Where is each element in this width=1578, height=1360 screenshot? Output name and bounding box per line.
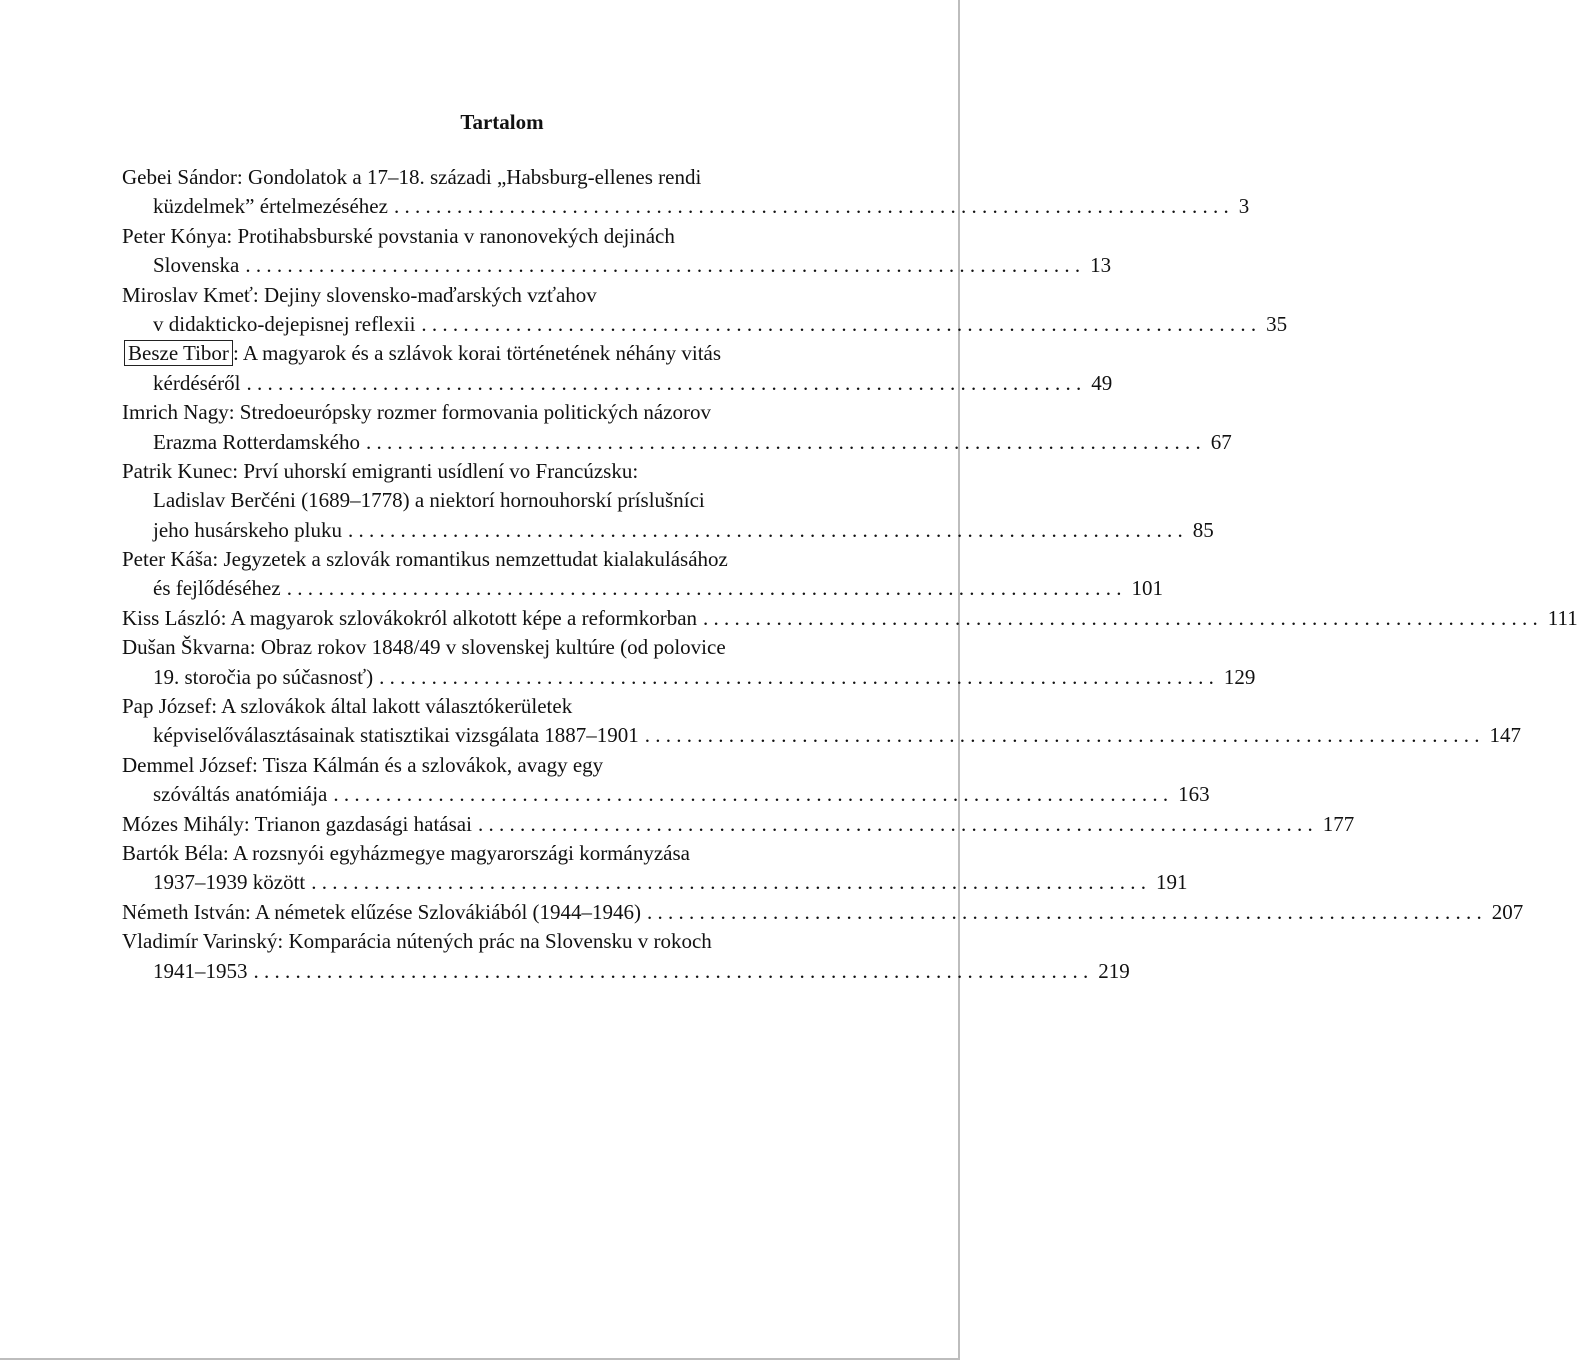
entry-title-line — [122, 692, 840, 721]
entry-author: Miroslav Kmeť — [122, 282, 253, 307]
dot-leader: . . . . . . . . . . . . . . . . . . . . . . . . . . . . . . . . . . . . . . . . . . . . . . . . . . . . . . . . . . . . . . . . . . . . . . . . . . . . . . . . — [647, 899, 1482, 924]
entry-title-text: : Prví uhorskí emigranti usídlení vo Francúzsku: — [232, 458, 639, 483]
page-number: 111 — [1547, 605, 1578, 630]
entry-author: Vladimír Varinský — [122, 929, 278, 954]
entry-title-end — [153, 868, 305, 897]
dot-leader: . . . . . . . . . . . . . . . . . . . . . . . . . . . . . . . . . . . . . . . . . . . . . . . . . . . . . . . . . . . . . . . . . . . . . . . . . . . . . . . . — [477, 811, 1313, 836]
entry-title-text: : Stredoeurópsky rozmer formovania politických názorov — [228, 400, 711, 425]
page-number: 147 — [1489, 723, 1522, 748]
entry-last-line — [122, 574, 1163, 603]
entry-author: Peter Káša — [122, 547, 213, 572]
entry-title-text: : Dejiny slovensko-maďarských vzťahov — [252, 282, 597, 307]
entry-author: Mózes Mihály — [122, 811, 244, 836]
entry-title-text: 1937–1939 között — [153, 870, 306, 895]
entry-title-end — [153, 663, 373, 692]
page-title: Tartalom — [460, 110, 544, 134]
page-number: 35 — [1266, 311, 1288, 336]
dot-leader: . . . . . . . . . . . . . . . . . . . . . . . . . . . . . . . . . . . . . . . . . . . . . . . . . . . . . . . . . . . . . . . . . . . . . . . . . . . . . . . . — [644, 723, 1480, 748]
page-number: 219 — [1098, 958, 1130, 983]
entry-title-line — [122, 839, 840, 868]
dot-leader: . . . . . . . . . . . . . . . . . . . . . . . . . . . . . . . . . . . . . . . . . . . . . . . . . . . . . . . . . . . . . . . . . . . . . . . . . . . . . . . . — [333, 782, 1169, 807]
entry-last-line — [122, 721, 1522, 750]
entry-author: Patrik Kunec — [122, 458, 233, 483]
page-number: 49 — [1091, 370, 1113, 395]
page-number: 191 — [1156, 870, 1188, 895]
entry-title-text: : Komparácia nútených prác na Slovensku v rokoch — [277, 929, 712, 954]
entry-title-text: jeho husárskeho pluku — [153, 517, 342, 542]
entry-author: Demmel József — [122, 752, 253, 777]
entry-title-text: : Trianon gazdasági hatásai — [243, 811, 472, 836]
page-number: 3 — [1238, 194, 1250, 219]
page-number: 85 — [1192, 517, 1214, 542]
entry-last-line — [122, 868, 1188, 897]
entry-author: Gebei Sándor — [122, 165, 237, 189]
entry-title-text: és fejlődéséhez — [153, 576, 281, 601]
entry-title-text: 1941–1953 — [153, 958, 248, 983]
entry-title-end — [153, 957, 248, 986]
dot-leader: . . . . . . . . . . . . . . . . . . . . . . . . . . . . . . . . . . . . . . . . . . . . . . . . . . . . . . . . . . . . . . . . . . . . . . . . . . . . . . . . — [366, 429, 1201, 454]
entry-last-line — [122, 957, 1130, 986]
entry-author: Bartók Béla — [122, 840, 223, 865]
entry-title-text: : A szlovákok által lakott választókerületek — [211, 694, 573, 719]
entry-author: Kiss László — [122, 605, 221, 630]
page-number: 207 — [1491, 899, 1524, 924]
page-number: 129 — [1223, 664, 1256, 689]
entry-title-line — [122, 545, 840, 574]
entry-last-line — [122, 810, 1355, 839]
toc-entry — [122, 839, 1188, 898]
entry-title-line — [122, 222, 840, 251]
entry-last-line — [122, 192, 1250, 221]
entry-last-line — [122, 310, 1288, 339]
page-number: 163 — [1178, 782, 1210, 807]
entry-last-line — [122, 516, 1214, 545]
toc-entry — [122, 222, 1112, 281]
dot-leader: . . . . . . . . . . . . . . . . . . . . . . . . . . . . . . . . . . . . . . . . . . . . . . . . . . . . . . . . . . . . . . . . . . . . . . . . . . . . . . . . — [393, 194, 1229, 219]
entry-title-text: : Gondolatok a 17–18. századi „Habsburg-ellenes rendi — [236, 165, 702, 189]
entry-title-text: : A magyarok és a szlávok korai történetének néhány vitás — [232, 341, 722, 366]
entry-last-line — [122, 898, 1524, 927]
entry-last-line — [122, 428, 1232, 457]
dot-leader: . . . . . . . . . . . . . . . . . . . . . . . . . . . . . . . . . . . . . . . . . . . . . . . . . . . . . . . . . . . . . . . . . . . . . . . . . . . . . . . . — [421, 311, 1257, 336]
toc-entry — [122, 692, 1522, 751]
entry-title-text: : Tisza Kálmán és a szlovákok, avagy egy — [252, 752, 604, 777]
toc-entry — [122, 398, 1232, 457]
toc-entry — [122, 163, 1250, 222]
entry-title-line — [122, 281, 840, 310]
entry-title-end — [153, 721, 639, 750]
entry-title-end — [153, 428, 360, 457]
entry-title-end — [153, 251, 239, 280]
entry-title-text: v didakticko-dejepisnej reflexii — [153, 311, 416, 336]
entry-title-text: : A rozsnyói egyházmegye magyarországi kormányzása — [222, 840, 690, 865]
entry-title-end — [153, 780, 327, 809]
toc-entry — [122, 898, 1524, 927]
entry-title-text: Ladislav Berčéni (1689–1778) a niektorí hornouhorskí príslušníci — [153, 488, 705, 513]
dot-leader: . . . . . . . . . . . . . . . . . . . . . . . . . . . . . . . . . . . . . . . . . . . . . . . . . . . . . . . . . . . . . . . . . . . . . . . . . . . . . . . . — [347, 517, 1183, 542]
toc-entry — [122, 339, 1113, 398]
toc-entry — [122, 927, 1130, 986]
entry-title-text: : Protihabsburské povstania v ranonovekých dejinách — [226, 223, 675, 248]
entry-author: Pap József — [122, 694, 212, 719]
entry-title-line — [122, 339, 840, 368]
dot-leader: . . . . . . . . . . . . . . . . . . . . . . . . . . . . . . . . . . . . . . . . . . . . . . . . . . . . . . . . . . . . . . . . . . . . . . . . . . . . . . . . — [311, 870, 1146, 895]
dot-leader: . . . . . . . . . . . . . . . . . . . . . . . . . . . . . . . . . . . . . . . . . . . . . . . . . . . . . . . . . . . . . . . . . . . . . . . . . . . . . . . . — [246, 370, 1082, 395]
entry-title-end — [122, 604, 697, 633]
entry-author: Dušan Škvarna — [122, 635, 250, 660]
dot-leader: . . . . . . . . . . . . . . . . . . . . . . . . . . . . . . . . . . . . . . . . . . . . . . . . . . . . . . . . . . . . . . . . . . . . . . . . . . . . . . . . — [253, 958, 1089, 983]
page-number: 101 — [1131, 576, 1163, 601]
page-number: 177 — [1322, 811, 1355, 836]
toc-entry — [122, 545, 1163, 604]
dot-leader: . . . . . . . . . . . . . . . . . . . . . . . . . . . . . . . . . . . . . . . . . . . . . . . . . . . . . . . . . . . . . . . . . . . . . . . . . . . . . . . . — [286, 576, 1122, 601]
entry-last-line — [122, 604, 1578, 633]
entry-title-line — [122, 398, 840, 427]
toc-entry — [122, 633, 1256, 692]
entry-title-line — [122, 486, 840, 515]
entry-last-line — [122, 251, 1112, 280]
entry-author: Besze Tibor — [124, 340, 233, 366]
entry-title-text: 19. storočia po súčasnosť) — [153, 664, 374, 689]
entry-title-text: Slovenska — [153, 253, 240, 278]
entry-title-end — [153, 574, 281, 603]
entry-title-text: : Obraz rokov 1848/49 v slovenskej kultúre (od polovice — [249, 635, 726, 660]
dot-leader: . . . . . . . . . . . . . . . . . . . . . . . . . . . . . . . . . . . . . . . . . . . . . . . . . . . . . . . . . . . . . . . . . . . . . . . . . . . . . . . . — [379, 664, 1214, 689]
page-number: 13 — [1090, 253, 1112, 278]
entry-last-line — [122, 369, 1113, 398]
entry-title-end — [122, 810, 472, 839]
page-number: 67 — [1210, 429, 1232, 454]
entry-title-text: képviselőválasztásainak statisztikai vizsgálata 1887–1901 — [153, 723, 639, 748]
entry-author: Németh István — [122, 899, 246, 924]
entry-author: Imrich Nagy — [122, 400, 229, 425]
entry-title-line — [122, 457, 840, 486]
toc-entry — [122, 810, 1355, 839]
entry-title-line — [122, 163, 840, 192]
entry-title-end — [153, 369, 240, 398]
entry-title-line — [122, 751, 840, 780]
entry-title-line — [122, 633, 840, 662]
toc-entry — [122, 281, 1288, 340]
entry-title-end — [153, 192, 388, 221]
toc-entry — [122, 457, 1214, 545]
entry-title-text: : A németek elűzése Szlovákiából (1944–1946) — [245, 899, 642, 924]
table-of-contents — [122, 163, 1578, 986]
entry-title-line — [122, 927, 840, 956]
entry-last-line — [122, 780, 1210, 809]
entry-title-text: kérdéséről — [153, 370, 241, 395]
entry-title-end — [153, 516, 342, 545]
entry-title-text: Erazma Rotterdamského — [153, 429, 361, 454]
dot-leader: . . . . . . . . . . . . . . . . . . . . . . . . . . . . . . . . . . . . . . . . . . . . . . . . . . . . . . . . . . . . . . . . . . . . . . . . . . . . . . . . — [703, 605, 1538, 630]
entry-title-end — [122, 898, 641, 927]
entry-title-text: : Jegyzetek a szlovák romantikus nemzettudat kialakulásához — [212, 547, 728, 572]
entry-title-end — [153, 310, 415, 339]
entry-last-line — [122, 663, 1256, 692]
toc-entry — [122, 751, 1210, 810]
entry-title-text: szóváltás anatómiája — [153, 782, 328, 807]
entry-author: Peter Kónya — [122, 223, 227, 248]
entry-title-text: küzdelmek” értelmezéséhez — [153, 194, 388, 219]
dot-leader: . . . . . . . . . . . . . . . . . . . . . . . . . . . . . . . . . . . . . . . . . . . . . . . . . . . . . . . . . . . . . . . . . . . . . . . . . . . . . . . . — [245, 253, 1081, 278]
entry-title-text: : A magyarok szlovákokról alkotott képe a reformkorban — [220, 605, 698, 630]
toc-entry — [122, 604, 1578, 633]
